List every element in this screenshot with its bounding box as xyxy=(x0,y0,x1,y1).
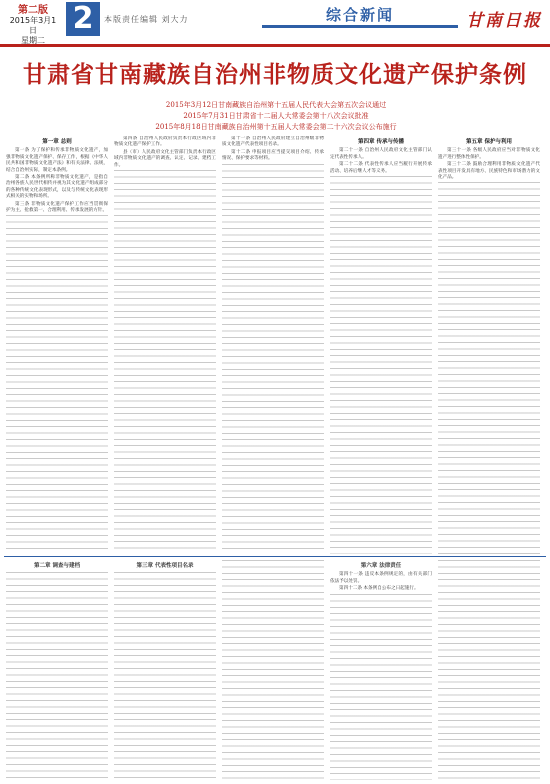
article-paragraph: 第四十一条 违反本条例规定的，由有关部门依法予以处罚。 xyxy=(330,572,432,584)
text-filler xyxy=(114,170,216,554)
passage-line-2: 2015年7月31日甘肃省十二届人大常委会第十八次会议批准 xyxy=(183,112,369,120)
lower-column-5 xyxy=(438,560,540,780)
lower-column-3 xyxy=(222,560,324,780)
article-headline: 甘肃省甘南藏族自治州非物质文化遗产保护条例 xyxy=(23,61,527,88)
newspaper-masthead: 甘南日报 xyxy=(466,11,542,31)
text-column-4 xyxy=(330,136,432,554)
passage-line-3: 2015年8月18日甘南藏族自治州第十五届人大常委会第二十六次会议公布施行 xyxy=(155,123,397,131)
article-paragraph: 第一条 为了保护和传承非物质文化遗产，加强非物质文化遗产保护、保存工作，根据《中华人民共和国非物质文化遗产法》和有关法律、法规，结合自治州实际，制定本条例。 xyxy=(6,148,108,173)
chapter-heading: 第五章 保护与利用 xyxy=(466,139,512,145)
date-line-2: 星期二 xyxy=(21,36,45,45)
lower-column-1 xyxy=(6,560,108,780)
article-paragraph: 第二十一条 自治州人民政府文化主管部门认定代表性传承人。 xyxy=(330,148,432,160)
section-underline xyxy=(262,25,458,28)
text-column-2 xyxy=(114,136,216,554)
chapter-heading: 第二章 调查与建档 xyxy=(34,563,80,569)
text-filler xyxy=(330,594,432,780)
article-paragraph: 第二十二条 代表性传承人应当履行开展传承活动、培养后继人才等义务。 xyxy=(330,162,432,174)
lower-column-4 xyxy=(330,560,432,780)
text-column-5 xyxy=(438,136,540,554)
page-number-badge: 2 xyxy=(66,2,100,36)
text-filler xyxy=(6,572,108,780)
passage-note xyxy=(108,100,444,133)
text-column-3 xyxy=(222,136,324,554)
text-filler xyxy=(222,560,324,780)
chapter-heading: 第四章 传承与传播 xyxy=(358,139,404,145)
article-paragraph: 第三条 非物质文化遗产保护工作应当贯彻保护为主、抢救第一、合理利用、传承发展的方针。 xyxy=(6,201,108,214)
article-paragraph: 第二条 本条例所称非物质文化遗产，是指自治州各族人民世代相传并视为其文化遗产组成部分的各种传统文化表现形式，以及与传统文化表现形式相关的实物和场所。 xyxy=(6,175,108,200)
editor-credit: 本版责任编辑 刘大力 xyxy=(104,15,189,24)
article-paragraph: 第十一条 自治州人民政府建立自治州级非物质文化遗产代表性项目名录。 xyxy=(222,136,324,148)
text-filler xyxy=(330,176,432,554)
edition-info xyxy=(6,6,60,46)
section-title: 综合新闻 xyxy=(325,6,394,24)
article-paragraph: 第四条 自治州人民政府负责本行政区域内非物质文化遗产保护工作。 xyxy=(114,136,216,148)
chapter-heading: 第六章 法律责任 xyxy=(360,563,402,569)
section-divider xyxy=(4,556,546,557)
article-paragraph: 第十二条 申报项目应当提交项目介绍、传承情况、保护要求等材料。 xyxy=(222,149,324,162)
article-paragraph: 第三十二条 鼓励合理利用非物质文化遗产代表性项目开发具有地方、民族特色和市场潜力的文化产品。 xyxy=(438,162,540,181)
edition-label: 第二版 xyxy=(18,5,48,16)
passage-line-1: 2015年3月12日甘南藏族自治州第十五届人民代表大会第五次会议通过 xyxy=(165,101,387,109)
chapter-heading: 第三章 代表性项目名录 xyxy=(136,563,194,569)
text-filler xyxy=(6,215,108,554)
article-paragraph: 第四十二条 本条例自公布之日起施行。 xyxy=(339,586,419,592)
text-filler xyxy=(438,560,540,780)
chapter-heading: 第一章 总则 xyxy=(42,139,72,145)
text-filler xyxy=(222,164,324,554)
text-filler xyxy=(114,572,216,780)
lower-column-2 xyxy=(114,560,216,780)
text-column-1 xyxy=(6,136,108,554)
article-paragraph: 县（市）人民政府文化主管部门负责本行政区域内非物质文化遗产的调查、认定、记录、建档工作。 xyxy=(114,149,216,168)
page-header xyxy=(0,0,550,47)
article-paragraph: 第三十一条 各级人民政府应当对非物质文化遗产进行整体性保护。 xyxy=(438,148,540,160)
text-filler xyxy=(438,182,540,554)
date-line-1: 2015年3月1日 xyxy=(9,16,57,35)
